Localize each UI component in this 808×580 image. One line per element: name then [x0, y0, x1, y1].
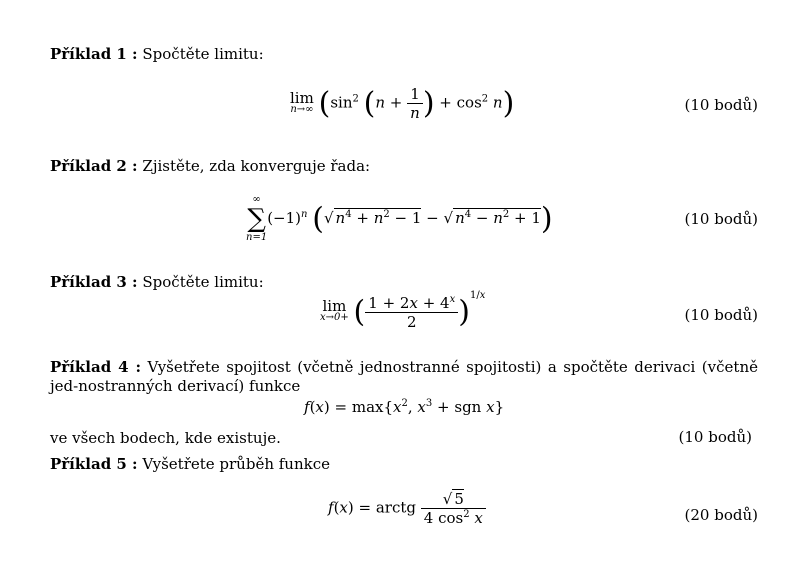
problem-4-formula: $f(x) = \max\{x^2$, $x^3$ + sgn x}: [304, 398, 505, 416]
problem-5-formula: f(x) = arctg $\frac{√ 5}{4 \cos^2 x}$: [328, 490, 486, 527]
problem-1-label: Příklad 1 :: [50, 45, 138, 63]
problem-4-label: Příklad 4 :: [50, 358, 141, 376]
problem-1-heading: [50, 44, 264, 64]
problem-4-text: Vyšetřete spojitost (včetně jednostranné spojitosti) a spočtěte derivaci (včetně jed-nostranných derivací) funkce: [50, 358, 758, 395]
problem-2-text: Zjistěte, zda konverguje řada:: [142, 157, 371, 175]
problem-3-text: Spočtěte limitu:: [142, 273, 264, 291]
problem-4-statement: [50, 358, 758, 396]
problem-2-formula: ∞ ∑ n=1 $(-1)^n$ (√ $n^4 + n^2 - 1$ − √ $n^4 - n^2 + 1$): [246, 194, 553, 243]
problem-1-formula: lim n→∞ ($\sin^2$ (n + $\frac{1}{n}$ ) + $\cos^2 n$): [290, 85, 515, 122]
problem-3-formula: lim x→0+ ( $\frac{1 + 2x + 4^x}{2}$ )$^{1/x}$: [320, 290, 486, 331]
problem-5-label: Příklad 5 :: [50, 455, 138, 473]
problem-3-heading: [50, 272, 264, 292]
problem-4-points: (10 bodů): [678, 428, 752, 446]
problem-1-points: (10 bodů): [684, 96, 758, 114]
problem-4-after: ve všech bodech, kde existuje.: [50, 429, 281, 447]
problem-3-label: Příklad 3 :: [50, 273, 138, 291]
problem-1-text: Spočtěte limitu:: [142, 45, 264, 63]
problem-2-label: Příklad 2 :: [50, 157, 138, 175]
problem-2-points: (10 bodů): [684, 210, 758, 228]
problem-5-text: Vyšetřete průběh funkce: [142, 455, 330, 473]
problem-3-points: (10 bodů): [684, 306, 758, 324]
problem-5-points: (20 bodů): [684, 506, 758, 524]
problem-2-heading: [50, 156, 370, 176]
problem-5-heading: [50, 454, 330, 474]
